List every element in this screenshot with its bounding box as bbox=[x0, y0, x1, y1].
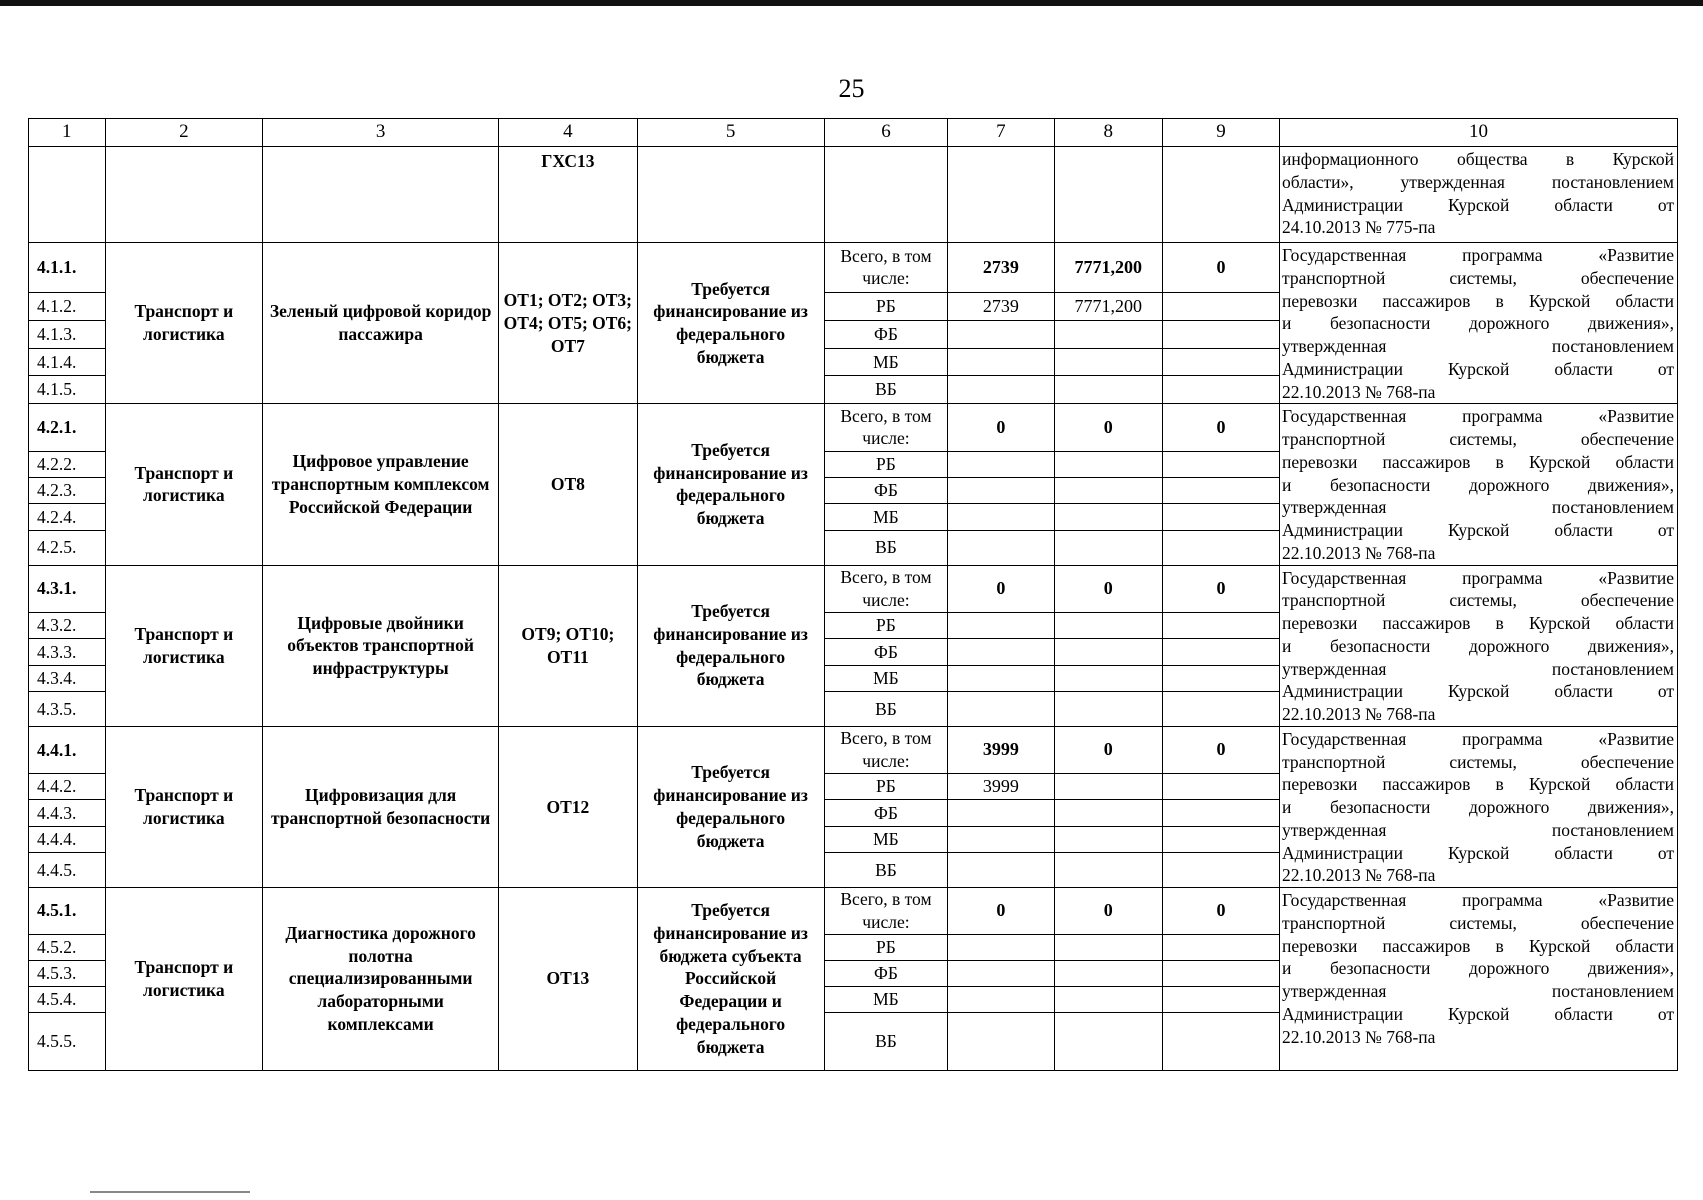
program-cell bbox=[1280, 726, 1678, 887]
measure-name-cell: Цифровое управление транспортным комплексом Российской Федерации bbox=[263, 404, 499, 565]
value-cell-col7 bbox=[948, 665, 1054, 691]
program-cell bbox=[1280, 243, 1678, 404]
value-cell-col8: 0 bbox=[1054, 888, 1163, 935]
program-line: утвержденная постановлением bbox=[1282, 819, 1674, 840]
value-cell-col8 bbox=[1054, 934, 1163, 960]
program-line: перевозки пассажиров в Курской области bbox=[1282, 613, 1674, 633]
value-cell-col8: 7771,200 bbox=[1054, 292, 1163, 320]
empty-cell bbox=[1054, 147, 1163, 243]
program-cell bbox=[1280, 565, 1678, 726]
program-line: перевозки пассажиров в Курской области bbox=[1282, 774, 1674, 795]
row-code: 4.2.4. bbox=[29, 504, 106, 530]
header-cell: 6 bbox=[824, 119, 947, 147]
header-cell: 8 bbox=[1054, 119, 1163, 147]
value-cell-col9 bbox=[1163, 348, 1280, 376]
program-line: транспортной системы, обеспечение bbox=[1282, 912, 1674, 933]
program-line: 22.10.2013 № 768-па bbox=[1282, 1026, 1436, 1047]
value-cell-col9 bbox=[1163, 800, 1280, 826]
value-cell-col9: 0 bbox=[1163, 243, 1280, 293]
row-code: 4.4.2. bbox=[29, 774, 106, 800]
value-cell-col9 bbox=[1163, 530, 1280, 565]
value-cell-col9 bbox=[1163, 692, 1280, 727]
value-cell-col8: 0 bbox=[1054, 726, 1163, 773]
value-cell-col7 bbox=[948, 639, 1054, 665]
row-code: 4.3.5. bbox=[29, 692, 106, 727]
header-cell: 3 bbox=[263, 119, 499, 147]
value-cell-col8 bbox=[1054, 376, 1163, 404]
program-line: Администрации Курской области от bbox=[1282, 1003, 1674, 1024]
value-cell-col9 bbox=[1163, 320, 1280, 348]
row-code: 4.5.1. bbox=[29, 888, 106, 935]
value-cell-col7 bbox=[948, 986, 1054, 1012]
header-cell: 1 bbox=[29, 119, 106, 147]
program-line: 22.10.2013 № 768-па bbox=[1282, 381, 1436, 402]
source-cell: РБ bbox=[824, 292, 947, 320]
program-line: перевозки пассажиров в Курской области bbox=[1282, 451, 1674, 472]
value-cell-col9 bbox=[1163, 774, 1280, 800]
source-cell: ФБ bbox=[824, 639, 947, 665]
task-code-cell: ГХС13 bbox=[499, 147, 637, 243]
value-cell-col7: 0 bbox=[948, 404, 1054, 451]
program-line: и безопасности дорожного движения», bbox=[1282, 958, 1674, 979]
table-row bbox=[29, 565, 1678, 612]
scan-artifact-line bbox=[90, 1191, 250, 1193]
program-line: Администрации Курской области от bbox=[1282, 520, 1674, 540]
value-cell-col7: 2739 bbox=[948, 292, 1054, 320]
value-cell-col9 bbox=[1163, 376, 1280, 404]
header-cell: 2 bbox=[105, 119, 262, 147]
value-cell-col8 bbox=[1054, 1012, 1163, 1070]
area-cell: Транспорт и логистика bbox=[105, 404, 262, 565]
header-cell: 5 bbox=[637, 119, 824, 147]
source-cell: РБ bbox=[824, 934, 947, 960]
row-code: 4.2.2. bbox=[29, 451, 106, 477]
program-line: Государственная программа «Развитие bbox=[1282, 890, 1674, 910]
row-code: 4.5.2. bbox=[29, 934, 106, 960]
program-line: и безопасности дорожного движения», bbox=[1282, 797, 1674, 817]
value-cell-col8 bbox=[1054, 774, 1163, 800]
scan-top-edge bbox=[0, 0, 1703, 6]
source-cell: ВБ bbox=[824, 376, 947, 404]
value-cell-col9 bbox=[1163, 451, 1280, 477]
empty-cell bbox=[105, 147, 262, 243]
program-line: Государственная программа «Развитие bbox=[1282, 406, 1674, 427]
program-line: перевозки пассажиров в Курской области bbox=[1282, 290, 1674, 311]
program-line: Государственная программа «Развитие bbox=[1282, 728, 1674, 749]
value-cell-col8: 0 bbox=[1054, 404, 1163, 451]
value-cell-col7: 2739 bbox=[948, 243, 1054, 293]
value-cell-col9: 0 bbox=[1163, 565, 1280, 612]
source-cell: Всего, в том числе: bbox=[824, 726, 947, 773]
value-cell-col7: 0 bbox=[948, 888, 1054, 935]
source-cell: РБ bbox=[824, 612, 947, 638]
row-code: 4.3.2. bbox=[29, 612, 106, 638]
table-row bbox=[29, 888, 1678, 935]
row-code: 4.4.1. bbox=[29, 726, 106, 773]
value-cell-col9: 0 bbox=[1163, 726, 1280, 773]
funding-cell: Требуется финансирование из федерального бюджета bbox=[637, 726, 824, 887]
funding-cell: Требуется финансирование из федерального бюджета bbox=[637, 243, 824, 404]
value-cell-col7: 3999 bbox=[948, 774, 1054, 800]
value-cell-col9 bbox=[1163, 504, 1280, 530]
value-cell-col7 bbox=[948, 376, 1054, 404]
value-cell-col7: 0 bbox=[948, 565, 1054, 612]
value-cell-col9 bbox=[1163, 826, 1280, 852]
value-cell-col7 bbox=[948, 612, 1054, 638]
row-code: 4.4.4. bbox=[29, 826, 106, 852]
row-code: 4.5.5. bbox=[29, 1012, 106, 1070]
program-line: и безопасности дорожного движения», bbox=[1282, 313, 1674, 334]
value-cell-col7 bbox=[948, 451, 1054, 477]
area-cell: Транспорт и логистика bbox=[105, 726, 262, 887]
source-cell: Всего, в том числе: bbox=[824, 565, 947, 612]
value-cell-col9 bbox=[1163, 665, 1280, 691]
measure-name-cell: Цифровизация для транспортной безопасности bbox=[263, 726, 499, 887]
row-code: 4.3.3. bbox=[29, 639, 106, 665]
value-cell-col9 bbox=[1163, 612, 1280, 638]
value-cell-col8 bbox=[1054, 960, 1163, 986]
program-line: Администрации Курской области от bbox=[1282, 194, 1674, 215]
program-line: утвержденная постановлением bbox=[1282, 981, 1674, 1001]
task-code-cell: ОТ13 bbox=[499, 888, 637, 1071]
row-code: 4.5.4. bbox=[29, 986, 106, 1012]
program-cell bbox=[1280, 147, 1678, 243]
source-cell: ФБ bbox=[824, 800, 947, 826]
empty-cell bbox=[263, 147, 499, 243]
continued-row bbox=[29, 147, 1678, 243]
header-row bbox=[29, 119, 1678, 147]
area-cell: Транспорт и логистика bbox=[105, 565, 262, 726]
source-cell: Всего, в том числе: bbox=[824, 404, 947, 451]
value-cell-col7 bbox=[948, 530, 1054, 565]
row-code: 4.2.3. bbox=[29, 477, 106, 503]
value-cell-col8 bbox=[1054, 504, 1163, 530]
value-cell-col7 bbox=[948, 504, 1054, 530]
value-cell-col7 bbox=[948, 800, 1054, 826]
value-cell-col7 bbox=[948, 320, 1054, 348]
area-cell: Транспорт и логистика bbox=[105, 243, 262, 404]
value-cell-col9 bbox=[1163, 477, 1280, 503]
row-code: 4.1.2. bbox=[29, 292, 106, 320]
measure-name-cell: Диагностика дорожного полотна специализированными лабораторными комплексами bbox=[263, 888, 499, 1071]
source-cell: МБ bbox=[824, 826, 947, 852]
program-line: и безопасности дорожного движения», bbox=[1282, 635, 1674, 656]
value-cell-col9 bbox=[1163, 292, 1280, 320]
value-cell-col7 bbox=[948, 692, 1054, 727]
empty-cell bbox=[948, 147, 1054, 243]
value-cell-col9 bbox=[1163, 986, 1280, 1012]
value-cell-col8 bbox=[1054, 986, 1163, 1012]
value-cell-col8 bbox=[1054, 477, 1163, 503]
empty-cell bbox=[1163, 147, 1280, 243]
table-row bbox=[29, 404, 1678, 451]
value-cell-col7 bbox=[948, 1012, 1054, 1070]
page-number: 25 bbox=[838, 74, 865, 103]
value-cell-col8 bbox=[1054, 853, 1163, 888]
value-cell-col8 bbox=[1054, 530, 1163, 565]
source-cell: МБ bbox=[824, 665, 947, 691]
source-cell: ВБ bbox=[824, 1012, 947, 1070]
value-cell-col7 bbox=[948, 826, 1054, 852]
value-cell-col9 bbox=[1163, 934, 1280, 960]
value-cell-col9: 0 bbox=[1163, 888, 1280, 935]
value-cell-col7 bbox=[948, 477, 1054, 503]
program-line: 22.10.2013 № 768-па bbox=[1282, 865, 1436, 886]
task-code-cell: ОТ12 bbox=[499, 726, 637, 887]
source-cell: ФБ bbox=[824, 320, 947, 348]
value-cell-col8: 0 bbox=[1054, 565, 1163, 612]
program-line: 22.10.2013 № 768-па bbox=[1282, 704, 1436, 724]
table-row bbox=[29, 243, 1678, 293]
program-line: транспортной системы, обеспечение bbox=[1282, 267, 1674, 288]
value-cell-col8 bbox=[1054, 800, 1163, 826]
value-cell-col9 bbox=[1163, 960, 1280, 986]
measure-name-cell: Цифровые двойники объектов транспортной инфраструктуры bbox=[263, 565, 499, 726]
row-code: 4.1.1. bbox=[29, 243, 106, 293]
program-line: Администрации Курской области от bbox=[1282, 842, 1674, 863]
empty-cell bbox=[824, 147, 947, 243]
value-cell-col9 bbox=[1163, 853, 1280, 888]
program-line: и безопасности дорожного движения», bbox=[1282, 474, 1674, 495]
value-cell-col8 bbox=[1054, 320, 1163, 348]
task-code-cell: ОТ9; ОТ10; ОТ11 bbox=[499, 565, 637, 726]
value-cell-col8 bbox=[1054, 639, 1163, 665]
program-line: утвержденная постановлением bbox=[1282, 336, 1674, 356]
value-cell-col9 bbox=[1163, 1012, 1280, 1070]
program-line: Администрации Курской области от bbox=[1282, 681, 1674, 702]
program-line: 24.10.2013 № 775-па bbox=[1282, 217, 1436, 238]
empty-cell bbox=[29, 147, 106, 243]
header-cell: 9 bbox=[1163, 119, 1280, 147]
program-line: утвержденная постановлением bbox=[1282, 658, 1674, 679]
row-code: 4.1.3. bbox=[29, 320, 106, 348]
source-cell: МБ bbox=[824, 348, 947, 376]
value-cell-col8 bbox=[1054, 665, 1163, 691]
header-cell: 10 bbox=[1280, 119, 1678, 147]
value-cell-col8 bbox=[1054, 692, 1163, 727]
source-cell: РБ bbox=[824, 774, 947, 800]
funding-cell: Требуется финансирование из федерального бюджета bbox=[637, 565, 824, 726]
source-cell: ФБ bbox=[824, 960, 947, 986]
row-code: 4.3.4. bbox=[29, 665, 106, 691]
source-cell: МБ bbox=[824, 986, 947, 1012]
measures-table bbox=[28, 118, 1678, 1071]
program-line: области», утвержденная постановлением bbox=[1282, 171, 1674, 192]
header-cell: 7 bbox=[948, 119, 1054, 147]
program-line: транспортной системы, обеспечение bbox=[1282, 751, 1674, 772]
value-cell-col7 bbox=[948, 853, 1054, 888]
row-code: 4.4.3. bbox=[29, 800, 106, 826]
program-line: перевозки пассажиров в Курской области bbox=[1282, 935, 1674, 956]
row-code: 4.5.3. bbox=[29, 960, 106, 986]
table-body bbox=[29, 119, 1678, 1071]
value-cell-col8 bbox=[1054, 451, 1163, 477]
program-line: транспортной системы, обеспечение bbox=[1282, 429, 1674, 449]
program-line: Государственная программа «Развитие bbox=[1282, 245, 1674, 265]
row-code: 4.3.1. bbox=[29, 565, 106, 612]
source-cell: ВБ bbox=[824, 530, 947, 565]
program-line: информационного общества в Курской bbox=[1282, 149, 1674, 169]
source-cell: ВБ bbox=[824, 692, 947, 727]
value-cell-col8: 7771,200 bbox=[1054, 243, 1163, 293]
program-line: транспортной системы, обеспечение bbox=[1282, 590, 1674, 611]
header-cell: 4 bbox=[499, 119, 637, 147]
area-cell: Транспорт и логистика bbox=[105, 888, 262, 1071]
value-cell-col8 bbox=[1054, 612, 1163, 638]
source-cell: ФБ bbox=[824, 477, 947, 503]
value-cell-col8 bbox=[1054, 348, 1163, 376]
funding-cell: Требуется финансирование из федерального бюджета bbox=[637, 404, 824, 565]
empty-cell bbox=[637, 147, 824, 243]
source-cell: ВБ bbox=[824, 853, 947, 888]
value-cell-col7 bbox=[948, 934, 1054, 960]
table-row bbox=[29, 726, 1678, 773]
row-code: 4.1.4. bbox=[29, 348, 106, 376]
program-cell bbox=[1280, 404, 1678, 565]
program-line: Государственная программа «Развитие bbox=[1282, 567, 1674, 588]
value-cell-col7 bbox=[948, 348, 1054, 376]
funding-cell: Требуется финансирование из бюджета субъекта Российской Федерации и федерального бюджета bbox=[637, 888, 824, 1071]
program-line: Администрации Курской области от bbox=[1282, 358, 1674, 379]
program-line: утвержденная постановлением bbox=[1282, 497, 1674, 518]
source-cell: МБ bbox=[824, 504, 947, 530]
program-line: 22.10.2013 № 768-па bbox=[1282, 542, 1436, 563]
program-cell bbox=[1280, 888, 1678, 1071]
value-cell-col9: 0 bbox=[1163, 404, 1280, 451]
task-code-cell: ОТ1; ОТ2; ОТ3; ОТ4; ОТ5; ОТ6; ОТ7 bbox=[499, 243, 637, 404]
value-cell-col7 bbox=[948, 960, 1054, 986]
source-cell: Всего, в том числе: bbox=[824, 888, 947, 935]
row-code: 4.2.1. bbox=[29, 404, 106, 451]
measure-name-cell: Зеленый цифровой коридор пассажира bbox=[263, 243, 499, 404]
value-cell-col9 bbox=[1163, 639, 1280, 665]
task-code-cell: ОТ8 bbox=[499, 404, 637, 565]
source-cell: РБ bbox=[824, 451, 947, 477]
value-cell-col8 bbox=[1054, 826, 1163, 852]
row-code: 4.2.5. bbox=[29, 530, 106, 565]
row-code: 4.4.5. bbox=[29, 853, 106, 888]
value-cell-col7: 3999 bbox=[948, 726, 1054, 773]
source-cell: Всего, в том числе: bbox=[824, 243, 947, 293]
row-code: 4.1.5. bbox=[29, 376, 106, 404]
